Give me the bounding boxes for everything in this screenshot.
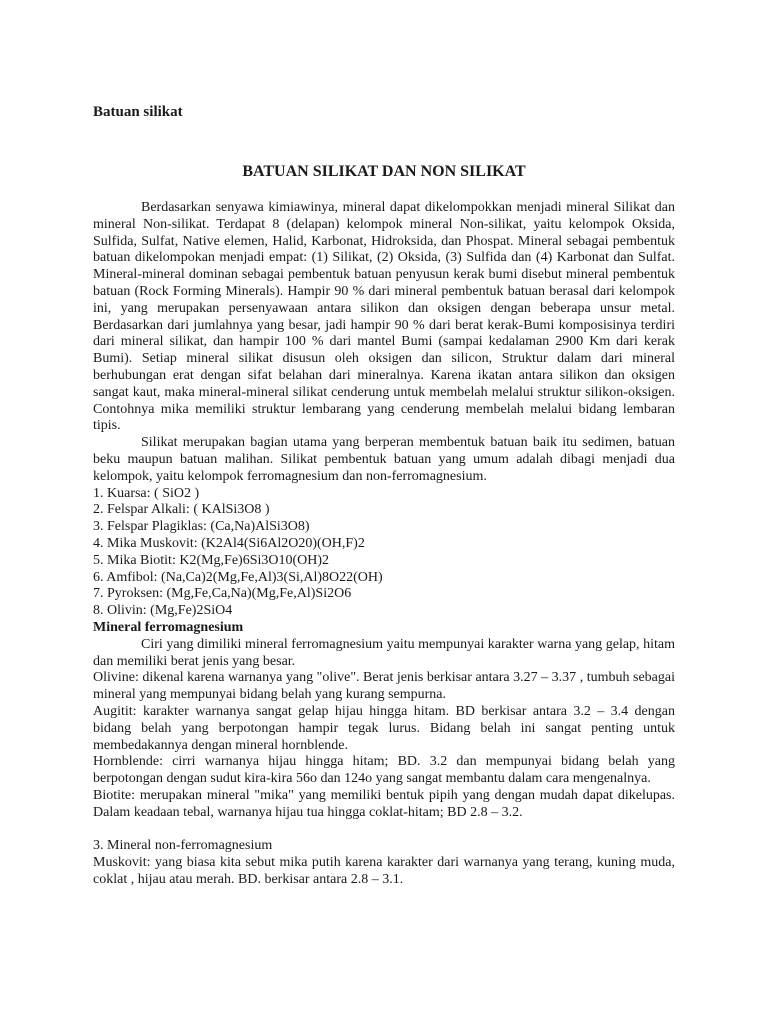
section-spacer — [93, 821, 675, 838]
intro-paragraph-2: Silikat merupakan bagian utama yang berperan membentuk batuan baik itu sedimen, batuan beku maupun batuan malihan. Silikat pembentuk batuan yang umum adalah dibagi menjadi dua kelompok, yaitu kelompok ferromagnesium dan non-ferromagnesium. — [93, 435, 675, 484]
list-item: 1. Kuarsa: ( SiO2 ) — [93, 485, 200, 501]
nonferro-heading: 3. Mineral non-ferromagnesium — [93, 838, 273, 854]
ferro-item-biotite: Biotite: merupakan mineral "mika" yang memiliki bentuk pipih yang dengan mudah dapat dikelupas. Dalam keadaan tebal, warnanya hijau tua hingga coklat-hitam; BD 2.8 – 3.2. — [93, 787, 675, 820]
document-label: Batuan silikat — [93, 104, 183, 120]
list-item: 8. Olivin: (Mg,Fe)2SiO4 — [93, 603, 233, 619]
document-title: BATUAN SILIKAT DAN NON SILIKAT — [242, 163, 526, 180]
ferro-item-hornblende: Hornblende: cirri warnanya hijau hingga hitam; BD. 3.2 dan mempunyai bidang belah yang berpotongan dengan sudut kira-kira 56o dan 124o yang sangat membantu dalam cara mengenalnya. — [93, 754, 675, 787]
list-item: 7. Pyroksen: (Mg,Fe,Ca,Na)(Mg,Fe,Al)Si2O6 — [93, 586, 352, 602]
list-item: 2. Felspar Alkali: ( KAlSi3O8 ) — [93, 502, 270, 518]
ferro-intro-paragraph: Ciri yang dimiliki mineral ferromagnesium yaitu mempunyai karakter warna yang gelap, hitam dan memiliki berat jenis yang besar. — [93, 636, 675, 669]
list-item: 3. Felspar Plagiklas: (Ca,Na)AlSi3O8) — [93, 519, 310, 535]
list-item: 5. Mika Biotit: K2(Mg,Fe)6Si3O10(OH)2 — [93, 552, 330, 568]
nonferro-item-muskovit: Muskovit: yang biasa kita sebut mika putih karena karakter dari warnanya yang terang, kuning muda, coklat , hijau atau merah. BD. berkisar antara 2.8 – 3.1. — [93, 855, 675, 888]
intro-paragraph-1: Berdasarkan senyawa kimiawinya, mineral dapat dikelompokkan menjadi mineral Silikat dan mineral Non-silikat. Terdapat 8 (delapan) kelompok mineral Non-silikat, yaitu kelompok Oksida, Sulfida, Sulfat, Native elemen, Halid, Karbonat, Hidroksida, dan Phospat. Mineral sebagai pembentuk batuan dikelompokan menjadi empat: (1) Silikat, (2) Oksida, (3) Sulfida dan (4) Karbonat dan Sulfat. Mineral-mineral dominan sebagai pembentuk batuan penyusun kerak bumi disebut mineral pembentuk batuan (Rock Forming Minerals). Hampir 90 % dari mineral pembentuk batuan berasal dari kelompok ini, yang merupakan persenyawaan antara silikon dan oksigen dengan beberapa unsur metal. Berdasarkan dari jumlahnya yang besar, jadi hampir 90 % dari berat kerak-Bumi komposisinya terdiri dari mineral silikat, dan hampir 100 % dari mantel Bumi (sampai kedalaman 2900 Km dari kerak Bumi). Setiap mineral silikat disusun oleh oksigen dan silicon, Struktur dalam dari mineral berhubungan erat dengan sifat belahan dari mineralnya. Karena ikatan antara silikon dan oksigen sangat kaut, maka mineral-mineral silikat cenderung untuk membelah melalui struktur silikon-oksigen. Contohnya mika memiliki struktur lembarang yang cenderung membelah melalui bidang lembaran tipis. — [93, 200, 675, 434]
list-item: 4. Mika Muskovit: (K2Al4(Si6Al2O20)(OH,F)2 — [93, 535, 365, 551]
ferro-item-augitit: Augitit: karakter warnanya sangat gelap hijau hingga hitam. BD berkisar antara 3.2 – 3.4 dengan bidang belah yang berpotongan hampir tegak lurus. Bidang belah ini sangat penting untuk membedakannya dengan mineral hornblende. — [93, 703, 675, 753]
ferro-heading: Mineral ferromagnesium — [93, 619, 244, 635]
list-item: 6. Amfibol: (Na,Ca)2(Mg,Fe,Al)3(Si,Al)8O22(OH) — [93, 569, 383, 585]
ferro-item-olivine: Olivine: dikenal karena warnanya yang "olive". Berat jenis berkisar antara 3.27 – 3.37 , tumbuh sebagai mineral yang mempunyai bidang belah yang kurang sempurna. — [93, 670, 675, 703]
mineral-list — [93, 486, 675, 620]
